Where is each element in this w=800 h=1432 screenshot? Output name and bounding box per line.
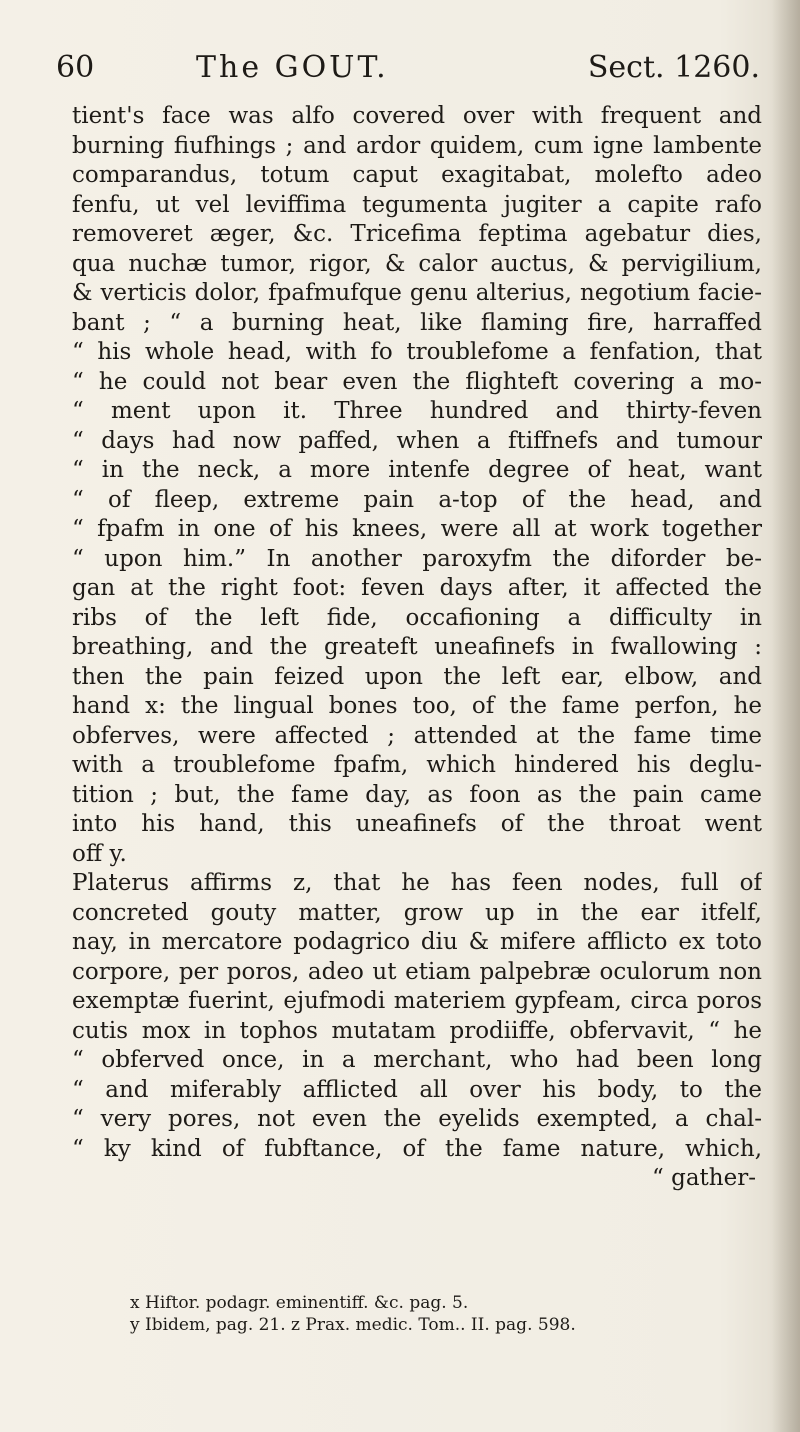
text-line: off y. [72, 840, 127, 867]
text-line: cutis mox in tophos mutatam prodiiffe, obfervavit, “ he [72, 1017, 762, 1044]
text-line: then the pain feized upon the left ear, elbow, and [72, 663, 762, 690]
text-line: “ ment upon it. Three hundred and thirty-feven [72, 398, 762, 424]
text-line: obferves, were affected ; attended at the fame time [72, 722, 762, 749]
text-line: “ he could not bear even the flighteft covering a mo- [72, 368, 762, 395]
footnote: x Hiftor. podagr. eminentiff. &c. pag. 5. [130, 1293, 469, 1313]
text-line: burning fiufhings ; and ardor quidem, cum igne lambente [72, 132, 762, 159]
text-line: exemptæ fuerint, ejufmodi materiem gypfeam, circa poros [72, 988, 762, 1014]
text-line: hand x: the lingual bones too, of the fame perfon, he [72, 693, 762, 719]
page-number: 60 [56, 50, 95, 85]
page-edge-shadow [772, 0, 800, 1432]
text-line: “ very pores, not even the eyelids exempted, a chal- [72, 1106, 762, 1132]
text-line: ribs of the left fide, occafioning a difficulty in [72, 604, 762, 631]
footnotes [130, 1292, 760, 1336]
text-line: into his hand, this uneafinefs of the throat went [72, 811, 762, 837]
text-line: qua nuchæ tumor, rigor, & calor auctus, & pervigilium, [72, 250, 762, 277]
footnote: y Ibidem, pag. 21. z Prax. medic. Tom.. II. pag. 598. [130, 1315, 576, 1335]
text-line: “ in the neck, a more intenfe degree of heat, want [72, 457, 762, 483]
text-line: “ obferved once, in a merchant, who had been long [72, 1047, 762, 1073]
catchword: “ gather- [652, 1165, 756, 1191]
text-line: “ and miferably afflicted all over his body, to the [72, 1076, 762, 1103]
text-line: nay, in mercatore podagrico diu & mifere afflicto ex toto [72, 929, 762, 955]
text-line: fenfu, ut vel leviffima tegumenta jugiter a capite rafo [72, 191, 762, 218]
text-line: tition ; but, the fame day, as foon as the pain came [72, 781, 762, 808]
text-line: Platerus affirms z, that he has feen nodes, full of [72, 870, 762, 896]
text-line: “ ky kind of fubftance, of the fame nature, which, [72, 1135, 762, 1162]
text-line: bant ; “ a burning heat, like flaming fire, harraffed [72, 309, 762, 336]
running-title: The GOUT. [196, 50, 389, 85]
text-line: tient's face was alfo covered over with frequent and [72, 103, 762, 129]
text-line: & verticis dolor, fpafmufque genu alterius, negotium facie- [72, 280, 762, 306]
text-line: “ fpafm in one of his knees, were all at work together [72, 516, 762, 542]
text-line: “ upon him.” In another paroxyfm the diforder be- [72, 545, 762, 572]
running-header [56, 42, 760, 94]
text-line: “ days had now paffed, when a ftiffnefs and tumour [72, 427, 762, 454]
text-line: removeret æger, &c. Tricefima feptima agebatur dies, [72, 221, 762, 247]
text-line: “ of fleep, extreme pain a-top of the head, and [72, 486, 762, 513]
text-line: “ his whole head, with fo troublefome a fenfation, that [72, 339, 762, 365]
text-line: gan at the right foot: feven days after, it affected the [72, 575, 762, 601]
text-line: corpore, per poros, adeo ut etiam palpebræ oculorum non [72, 958, 762, 985]
text-line: concreted gouty matter, grow up in the ear itfelf, [72, 899, 762, 926]
text-line: comparandus, totum caput exagitabat, molefto adeo [72, 162, 762, 188]
text-line: breathing, and the greateft uneafinefs in fwallowing : [72, 634, 762, 660]
section-number: Sect. 1260. [587, 50, 760, 85]
text-line: with a troublefome fpafm, which hindered his deglu- [72, 752, 762, 778]
body-text [72, 102, 762, 1194]
